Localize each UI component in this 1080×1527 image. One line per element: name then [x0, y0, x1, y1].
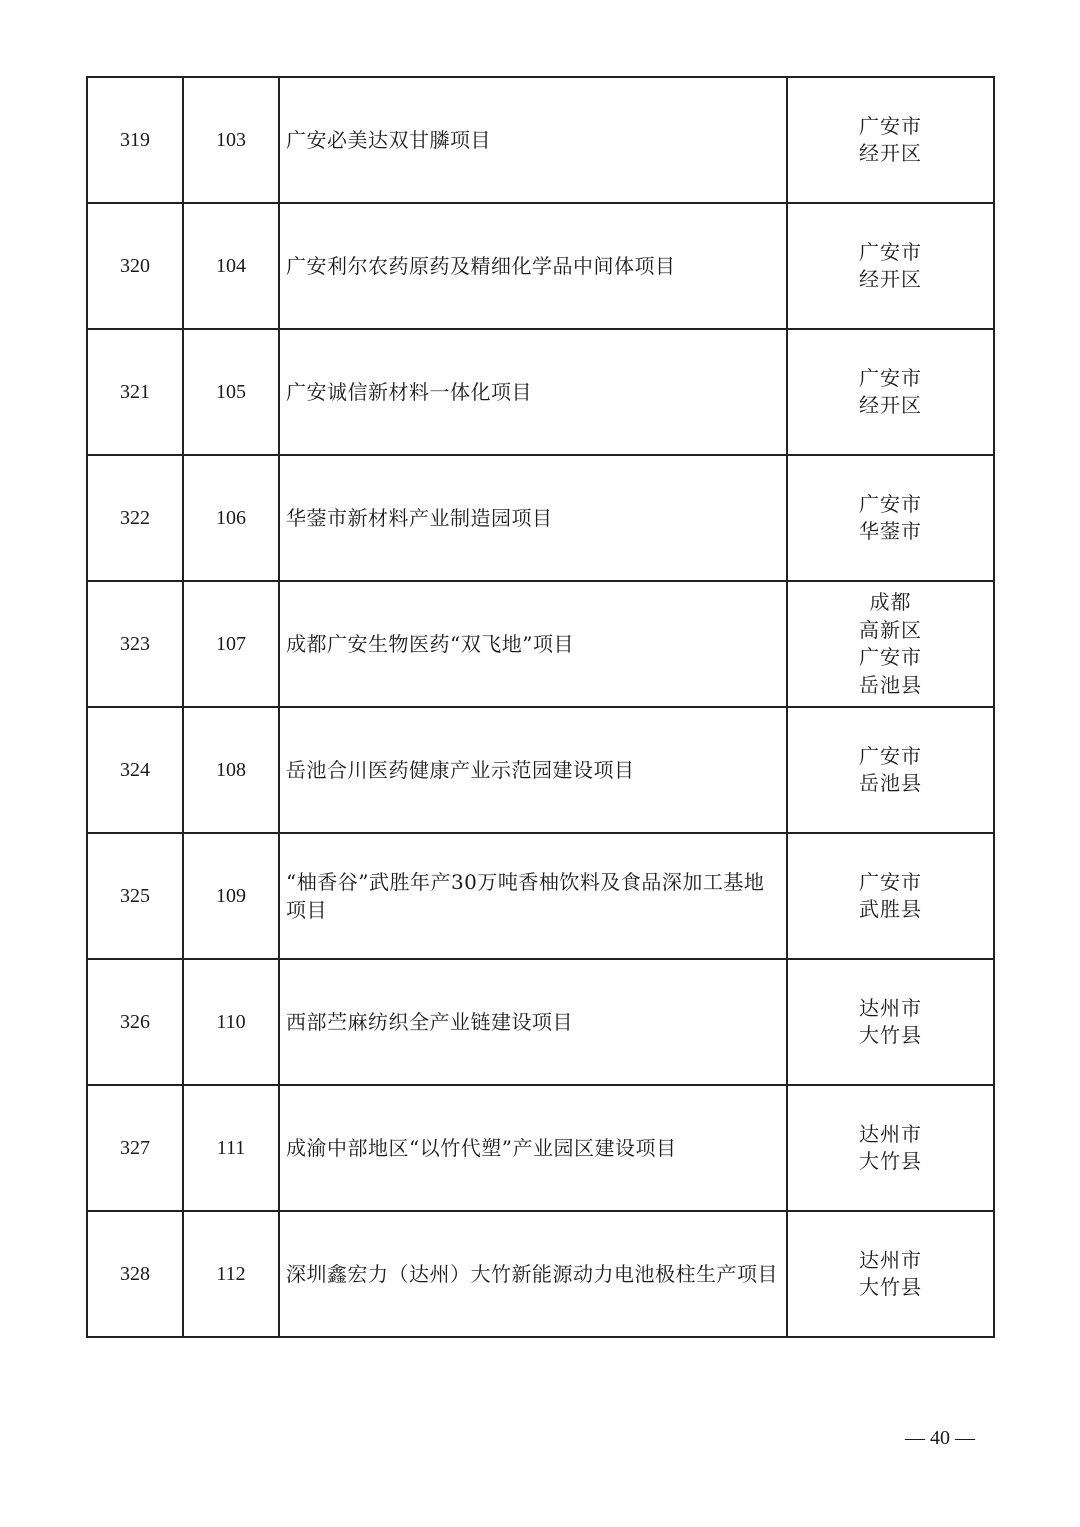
project-location: [787, 455, 994, 581]
row-sequence-number: 325: [87, 833, 183, 959]
project-table-body: [87, 77, 994, 1337]
location-line: 大竹县: [859, 1275, 922, 1299]
row-sub-number: 112: [183, 1211, 279, 1337]
project-name: “柚香谷”武胜年产30万吨香柚饮料及食品深加工基地项目: [279, 833, 787, 959]
project-location: [787, 329, 994, 455]
row-sub-number: 111: [183, 1085, 279, 1211]
project-table: [86, 76, 995, 1338]
row-sequence-number: 320: [87, 203, 183, 329]
row-sub-number: 104: [183, 203, 279, 329]
project-name: 深圳鑫宏力（达州）大竹新能源动力电池极柱生产项目: [279, 1211, 787, 1337]
location-line: 达州市: [859, 1247, 922, 1272]
row-sub-number: 110: [183, 959, 279, 1085]
location-line: 达州市: [859, 995, 922, 1020]
row-sub-number: 107: [183, 581, 279, 707]
location-line: 广安市: [859, 365, 922, 390]
location-line: 达州市: [859, 1121, 922, 1146]
location-line: 华蓥市: [859, 519, 922, 543]
row-sub-number: 108: [183, 707, 279, 833]
project-name: 成都广安生物医药“双飞地”项目: [279, 581, 787, 707]
location-line: 大竹县: [859, 1149, 922, 1173]
table-row: [87, 203, 994, 329]
location-line: 经开区: [859, 267, 922, 291]
row-sequence-number: 321: [87, 329, 183, 455]
project-location: [787, 1211, 994, 1337]
project-location: [787, 707, 994, 833]
location-line: 岳池县: [859, 771, 922, 795]
location-line: 广安市: [859, 113, 922, 138]
page-number: — 40 —: [905, 1427, 975, 1449]
project-location: [787, 959, 994, 1085]
location-line: 岳池县: [859, 672, 922, 697]
project-location: [787, 1085, 994, 1211]
table-row: [87, 1085, 994, 1211]
project-name: 广安利尔农药原药及精细化学品中间体项目: [279, 203, 787, 329]
project-location: [787, 203, 994, 329]
row-sub-number: 103: [183, 77, 279, 203]
row-sub-number: 106: [183, 455, 279, 581]
row-sequence-number: 319: [87, 77, 183, 203]
table-row: [87, 77, 994, 203]
location-line: 广安市: [859, 645, 922, 669]
location-line: 经开区: [859, 393, 922, 417]
table-row: [87, 707, 994, 833]
row-sub-number: 105: [183, 329, 279, 455]
table-row: [87, 329, 994, 455]
project-name: 成渝中部地区“以竹代塑”产业园区建设项目: [279, 1085, 787, 1211]
row-sequence-number: 327: [87, 1085, 183, 1211]
row-sub-number: 109: [183, 833, 279, 959]
project-location: [787, 581, 994, 707]
project-location: [787, 77, 994, 203]
project-name: 广安诚信新材料一体化项目: [279, 329, 787, 455]
table-row: [87, 833, 994, 959]
location-line: 成都: [869, 590, 912, 614]
project-name: 岳池合川医药健康产业示范园建设项目: [279, 707, 787, 833]
row-sequence-number: 326: [87, 959, 183, 1085]
row-sequence-number: 324: [87, 707, 183, 833]
project-name: 广安必美达双甘膦项目: [279, 77, 787, 203]
row-sequence-number: 323: [87, 581, 183, 707]
row-sequence-number: 322: [87, 455, 183, 581]
location-line: 广安市: [859, 869, 922, 894]
location-line: 广安市: [859, 239, 922, 264]
project-name: 华蓥市新材料产业制造园项目: [279, 455, 787, 581]
table-row: [87, 581, 994, 707]
location-line: 广安市: [859, 743, 922, 768]
location-line: 大竹县: [859, 1023, 922, 1047]
table-row: [87, 1211, 994, 1337]
location-line: 高新区: [859, 617, 922, 642]
table-row: [87, 455, 994, 581]
location-line: 经开区: [859, 141, 922, 165]
table-row: [87, 959, 994, 1085]
project-location: [787, 833, 994, 959]
row-sequence-number: 328: [87, 1211, 183, 1337]
project-name: 西部苎麻纺织全产业链建设项目: [279, 959, 787, 1085]
location-line: 武胜县: [859, 897, 922, 921]
location-line: 广安市: [859, 491, 922, 516]
